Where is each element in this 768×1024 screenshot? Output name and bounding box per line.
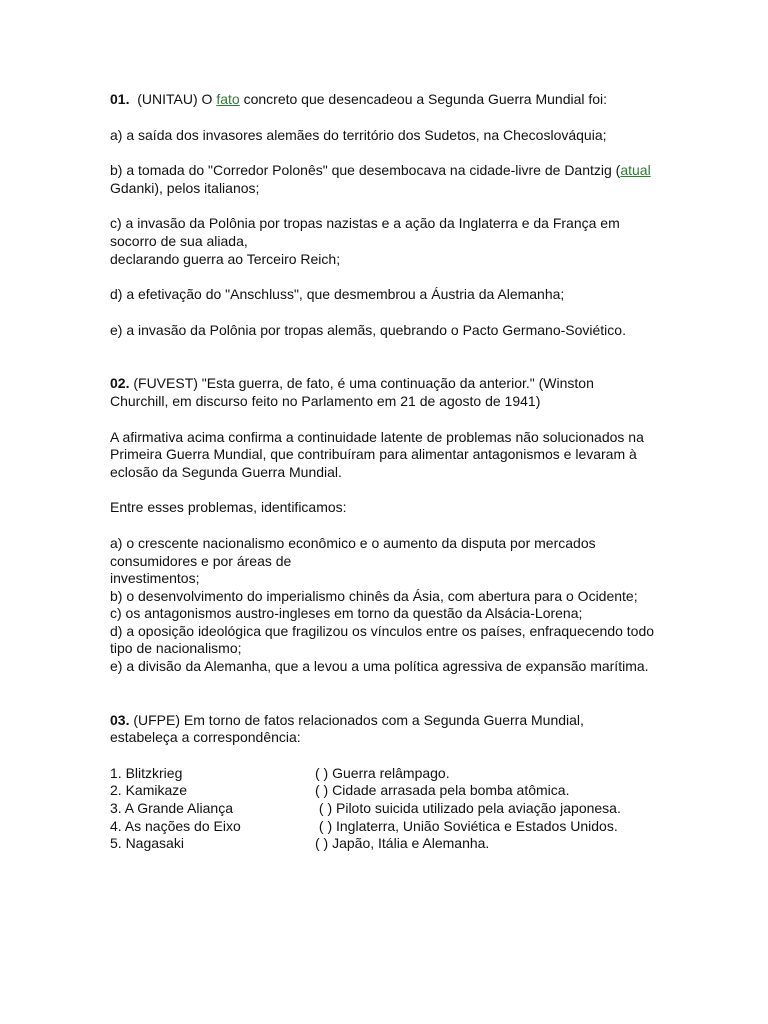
q1-number: 01. [110,91,130,107]
q2-option-a-line2: investimentos; [110,570,200,587]
q3-item-right: ( ) Piloto suicida utilizado pela aviação japonesa. [315,800,621,817]
q1-option-e: e) a invasão da Polônia por tropas alemãs, quebrando o Pacto Germano-Soviético. [110,321,626,338]
q1-option-b-pre: b) a tomada do "Corredor Polonês" que desembocava na cidade-livre de Dantzig ( [110,162,621,179]
q2-option-d: d) a oposição ideológica que fragilizou os vínculos entre os países, enfraquecendo todo tipo de nacionalismo; [110,622,655,657]
q3-number: 03. [110,711,130,728]
q3-item-right: ( ) Japão, Itália e Alemanha. [315,835,490,852]
q3-match-list [110,765,655,853]
q2-option-a-line1: a) o crescente nacionalismo econômico e o aumento da disputa por mercados consumidores e por áreas de [110,534,596,569]
q1-post: concreto que desencadeou a Segunda Guerra Mundial foi: [243,91,608,107]
q3-item-right: ( ) Guerra relâmpago. [315,764,450,781]
q1-option-b [110,162,655,197]
q3-match-row [110,765,655,783]
q3-match-row [110,800,655,818]
q1-option-d: d) a efetivação do "Anschluss", que desmembrou a Áustria da Alemanha; [110,286,565,303]
q2-option-b: b) o desenvolvimento do imperialismo chinês da Ásia, com abertura para o Ocidente; [110,587,638,604]
q1-pre: (UNITAU) O [137,91,213,107]
q1-option-c-line1: c) a invasão da Polônia por tropas nazistas e a ação da Inglaterra e da França em socorro de sua aliada, [110,215,620,249]
q1-link-fato[interactable]: fato [216,91,240,107]
q1-option-a: a) a saída dos invasores alemães do território dos Sudetos, na Checoslováquia; [110,126,607,143]
q2-number: 02. [110,375,130,392]
q2-paragraph: A afirmativa acima confirma a continuidade latente de problemas não solucionados na Primeira Guerra Mundial, que contribuíram para alimentar antagonismos e levaram à eclosão da Segunda Guerra Mundial. [110,428,644,480]
document-content [110,91,655,853]
q2-text: (FUVEST) "Esta guerra, de fato, é uma continuação da anterior." (Winston Churchill, em discurso feito no Parlamento em 21 de agosto de 1941) [110,375,594,409]
q1-option-b-post: Gdanki), pelos italianos; [110,179,260,196]
q1-link-atual[interactable]: atual [620,162,651,179]
q1-prompt [110,91,655,109]
q3-item-left: 4. As nações do Eixo [110,817,241,834]
q3-item-left: 1. Blitzkrieg [110,764,183,781]
q1-option-c-line2: declarando guerra ao Terceiro Reich; [110,250,341,267]
q2-prompt [110,375,655,410]
q3-item-left: 5. Nagasaki [110,835,184,852]
q3-item-left: 2. Kamikaze [110,782,188,799]
q3-match-row [110,835,655,853]
q2-intro: Entre esses problemas, identificamos: [110,499,347,516]
q3-item-right: ( ) Inglaterra, União Soviética e Estados Unidos. [315,817,618,834]
q3-match-row [110,818,655,836]
q2-option-c: c) os antagonismos austro-ingleses em torno da questão da Alsácia-Lorena; [110,605,583,622]
q3-text: (UFPE) Em torno de fatos relacionados com a Segunda Guerra Mundial, estabeleça a correspondência: [110,711,584,746]
q3-item-right: ( ) Cidade arrasada pela bomba atômica. [315,782,570,799]
q2-option-e: e) a divisão da Alemanha, que a levou a uma política agressiva de expansão marítima. [110,658,649,675]
q3-match-row [110,782,655,800]
q3-item-left: 3. A Grande Aliança [110,800,233,817]
q3-prompt [110,712,655,747]
